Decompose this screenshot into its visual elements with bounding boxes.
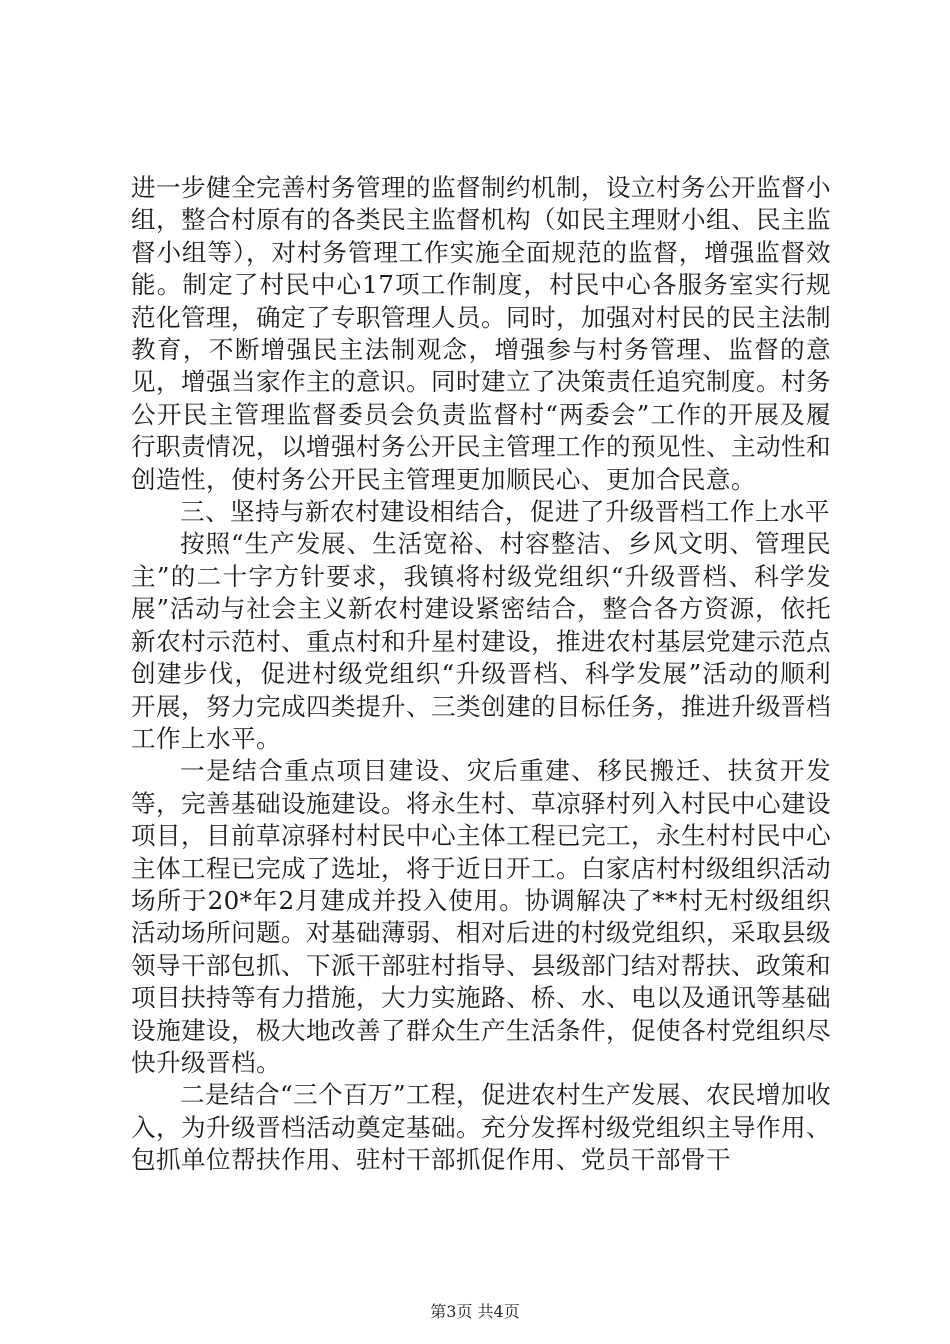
page-number-label: 第3页 共4页: [430, 1302, 520, 1321]
document-body: [131, 172, 831, 1177]
section-heading-three: 三、坚持与新农村建设相结合，促进了升级晋档工作上水平: [180, 497, 830, 527]
paragraph-three-million: 二是结合“三个百万”工程，促进农村生产发展、农民增加收入，为升级晋档活动奠定基础。充分发挥村级党组织主导作用、包抓单位帮扶作用、驻村干部抓促作用、党员干部骨干: [131, 1080, 831, 1175]
paragraph-new-countryside: 按照“生产发展、生活宽裕、村容整洁、乡风文明、管理民主”的二十字方针要求，我镇将村级党组织“升级晋档、科学发展”活动与社会主义新农村建设紧密结合，整合各方资源，依托新农村示范村、重点村和升星村建设，推进农村基层党建示范点创建步伐，促进村级党组织“升级晋档、科学发展”活动的顺利开展，努力完成四类提升、三类创建的目标任务，推进升级晋档工作上水平。: [131, 529, 831, 753]
paragraph-village-supervision: 进一步健全完善村务管理的监督制约机制，设立村务公开监督小组，整合村原有的各类民主监督机构（如民主理财小组、民主监督小组等），对村务管理工作实施全面规范的监督，增强监督效能。制定了村民中心17项工作制度，村民中心各服务室实行规范化管理，确定了专职管理人员。同时，加强对村民的民主法制教育，不断增强民主法制观念，增强参与村务管理、监督的意见，增强当家作主的意识。同时建立了决策责任追究制度。村务公开民主管理监督委员会负责监督村“两委会”工作的开展及履行职责情况，以增强村务公开民主管理工作的预见性、主动性和创造性，使村务公开民主管理更加顺民心、更加合民意。: [131, 173, 831, 494]
page-footer: [0, 1302, 950, 1322]
paragraph-infrastructure: 一是结合重点项目建设、灾后重建、移民搬迁、扶贫开发等，完善基础设施建设。将永生村、草凉驿村列入村民中心建设项目，目前草凉驿村村民中心主体工程已完工，永生村村民中心主体工程已完成了选址，将于近日开工。白家店村村级组织活动场所于20*年2月建成并投入使用。协调解决了**村无村级组织活动场所问题。对基础薄弱、相对后进的村级党组织，采取县级领导干部包抓、下派干部驻村指导、县级部门结对帮扶、政策和项目扶持等有力措施，大力实施路、桥、水、电以及通讯等基础设施建设，极大地改善了群众生产生活条件，促使各村党组织尽快升级晋档。: [131, 756, 831, 1077]
